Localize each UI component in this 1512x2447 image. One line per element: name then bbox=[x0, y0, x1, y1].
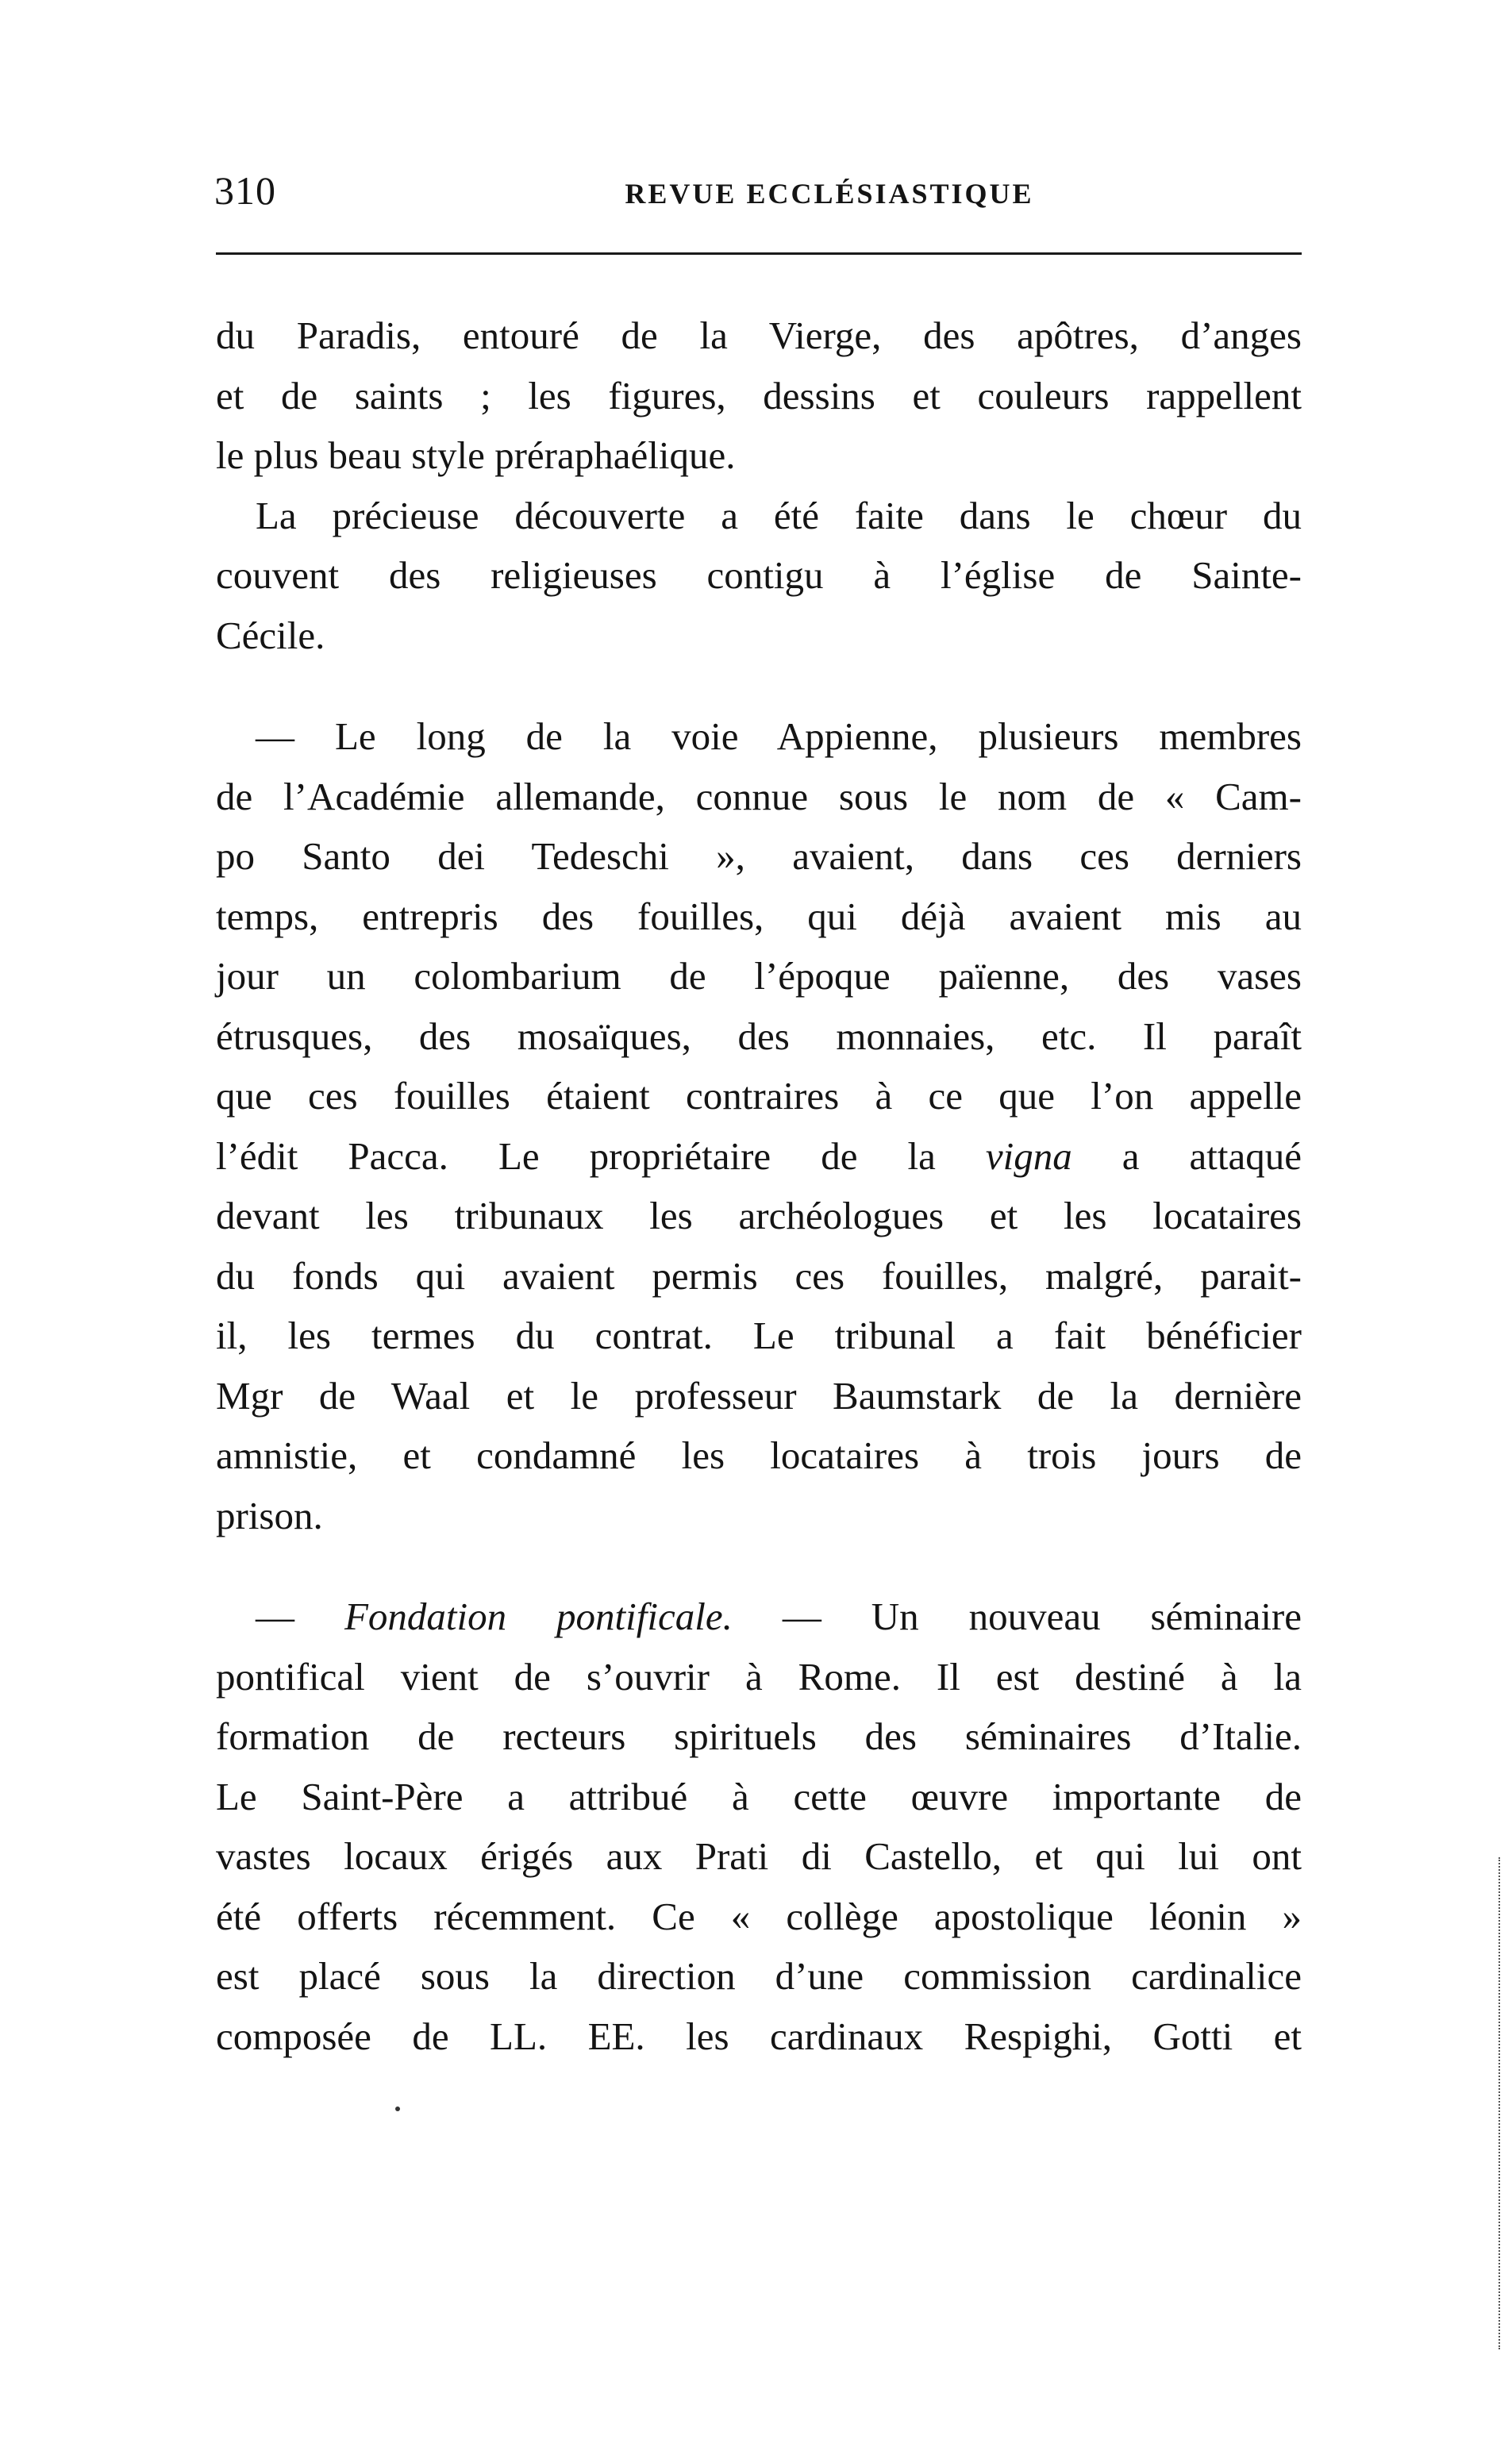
text-line: — Le long de la voie Appienne, plusieurs membres bbox=[256, 714, 1302, 758]
paragraph-2 bbox=[216, 486, 1302, 666]
text-line: composée de LL. EE. les cardinaux Respighi, Gotti et bbox=[216, 2014, 1302, 2058]
italic-word: vigna bbox=[985, 1133, 1072, 1178]
text-line: po Santo dei Tedeschi », avaient, dans ces derniers bbox=[216, 834, 1302, 878]
ink-speck bbox=[395, 2106, 400, 2111]
text-line: étrusques, des mosaïques, des monnaies, etc. Il paraît bbox=[216, 1014, 1302, 1058]
text-line: temps, entrepris des fouilles, qui déjà avaient mis au bbox=[216, 894, 1302, 938]
running-title: REVUE ECCLÉSIASTIQUE bbox=[625, 178, 1034, 210]
text-segment: — bbox=[256, 1595, 344, 1638]
paragraph-3 bbox=[216, 706, 1302, 1545]
text-line: de l’Académie allemande, connue sous le nom de « Cam- bbox=[216, 774, 1302, 818]
text-line: Le Saint-Père a attribué à cette œuvre importante de bbox=[216, 1774, 1302, 1818]
text-line: pontifical vient de s’ouvrir à Rome. Il est destiné à la bbox=[216, 1654, 1302, 1699]
text-line: couvent des religieuses contigu à l’église de Sainte- bbox=[216, 553, 1302, 597]
section-title-line bbox=[216, 1587, 1302, 1647]
text-line: Mgr de Waal et le professeur Baumstark de la dernière bbox=[216, 1373, 1302, 1418]
text-segment: l’édit Pacca. Le propriétaire de la bbox=[216, 1133, 986, 1178]
text-line: que ces fouilles étaient contraires à ce que l’on appelle bbox=[216, 1074, 1302, 1118]
header-rule bbox=[216, 252, 1302, 255]
text-line: le plus beau style préraphaélique. bbox=[216, 433, 736, 477]
text-line: La précieuse découverte a été faite dans le chœur du bbox=[256, 493, 1302, 537]
text-line: devant les tribunaux les archéologues et les locataires bbox=[216, 1194, 1302, 1237]
text-segment: a attaqué bbox=[1071, 1133, 1302, 1178]
text-line: il, les termes du contrat. Le tribunal a fait bénéficier bbox=[216, 1314, 1302, 1357]
running-head bbox=[214, 163, 1302, 218]
section-title: Fondation pontificale. bbox=[344, 1595, 733, 1638]
paragraph-1 bbox=[216, 306, 1302, 486]
paragraph-4 bbox=[216, 1587, 1302, 2066]
text-line: et de saints ; les figures, dessins et couleurs rappellent bbox=[216, 373, 1302, 417]
text-line: prison. bbox=[216, 1493, 323, 1537]
text-line: amnistie, et condamné les locataires à trois jours de bbox=[216, 1433, 1302, 1477]
text-line: été offerts récemment. Ce « collège apostolique léonin » bbox=[216, 1894, 1302, 1938]
text-line: jour un colombarium de l’époque païenne, des vases bbox=[216, 954, 1302, 998]
text-line: du fonds qui avaient permis ces fouilles, malgré, parait- bbox=[216, 1253, 1302, 1298]
page-number: 310 bbox=[214, 168, 276, 213]
margin-scan-mark bbox=[1499, 1857, 1500, 2349]
body-text bbox=[216, 306, 1302, 2066]
text-line: du Paradis, entouré de la Vierge, des apôtres, d’anges bbox=[216, 314, 1302, 357]
text-line: vastes locaux érigés aux Prati di Castello, et qui lui ont bbox=[216, 1834, 1302, 1878]
text-line: formation de recteurs spirituels des séminaires d’Italie. bbox=[216, 1714, 1302, 1758]
text-line: est placé sous la direction d’une commission cardinalice bbox=[216, 1954, 1302, 1998]
text-segment: — Un nouveau séminaire bbox=[732, 1595, 1302, 1638]
text-line-with-italic bbox=[216, 1126, 1302, 1187]
text-line: Cécile. bbox=[216, 613, 325, 657]
